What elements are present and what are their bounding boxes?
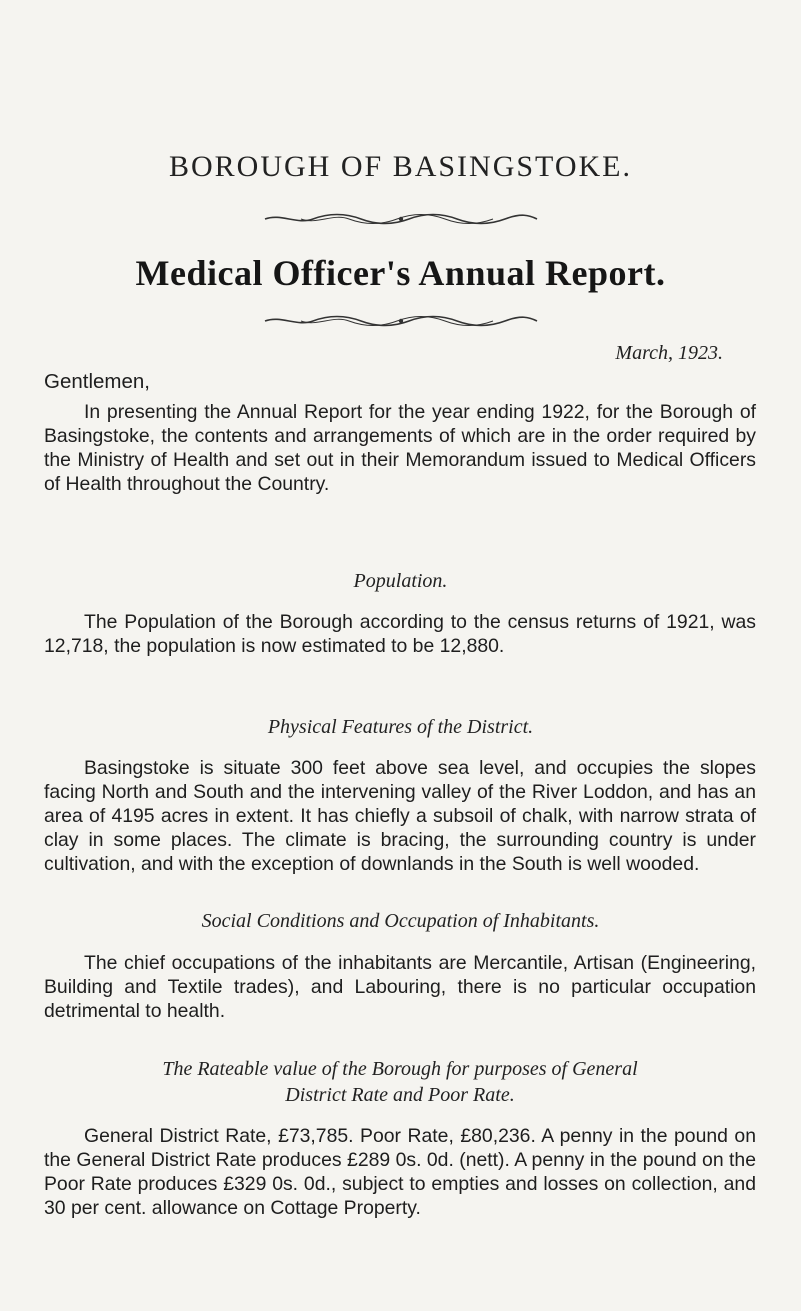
intro-paragraph: In presenting the Annual Report for the year ending 1922, for the Borough of Basingstoke, the contents and arrangements of which are in the order required by the Ministry of Health and set out in their Memorandum issued to Medical Officers of Health throughout the Country.	[44, 401, 756, 495]
rateable-value-heading	[40, 1056, 760, 1108]
rateable-value-heading-line2: District Rate and Poor Rate.	[285, 1084, 515, 1106]
rateable-value-heading-line1: The Rateable value of the Borough for purposes of General	[162, 1058, 638, 1080]
report-date: March, 1923.	[615, 342, 723, 364]
salutation: Gentlemen,	[44, 370, 150, 393]
social-conditions-heading: Social Conditions and Occupation of Inhabitants.	[201, 910, 600, 932]
ornamental-divider	[0, 314, 801, 332]
ornamental-divider	[0, 212, 801, 230]
social-conditions-paragraph: The chief occupations of the inhabitants are Mercantile, Artisan (Engineering, Building and Textile trades), and Labouring, there is no particular occupation detrimental to health.	[44, 952, 756, 1022]
borough-heading: BOROUGH OF BASINGSTOKE.	[169, 150, 632, 183]
scroll-ornament-icon	[261, 315, 541, 327]
scroll-ornament-icon	[261, 213, 541, 225]
physical-features-paragraph: Basingstoke is situate 300 feet above sea level, and occupies the slopes facing North and South and the intervening valley of the River Loddon, and has an area of 4195 acres in extent. It has chiefly a subsoil of chalk, with narrow strata of clay in some places. The climate is bracing, the surrounding country is under cultivation, and with the exception of downlands in the South is well wooded.	[44, 757, 756, 875]
rates-paragraph: General District Rate, £73,785. Poor Rate, £80,236. A penny in the pound on the General District Rate produces £289 0s. 0d. (nett). A penny in the pound on the Poor Rate produces £329 0s. 0d., subject to empties and losses on collection, and 30 per cent. allowance on Cottage Property.	[44, 1125, 756, 1219]
population-paragraph: The Population of the Borough according to the census returns of 1921, was 12,718, the population is now estimated to be 12,880.	[44, 611, 756, 657]
population-heading: Population.	[353, 570, 448, 592]
physical-features-heading: Physical Features of the District.	[267, 716, 534, 738]
report-title: Medical Officer's Annual Report.	[135, 253, 666, 293]
